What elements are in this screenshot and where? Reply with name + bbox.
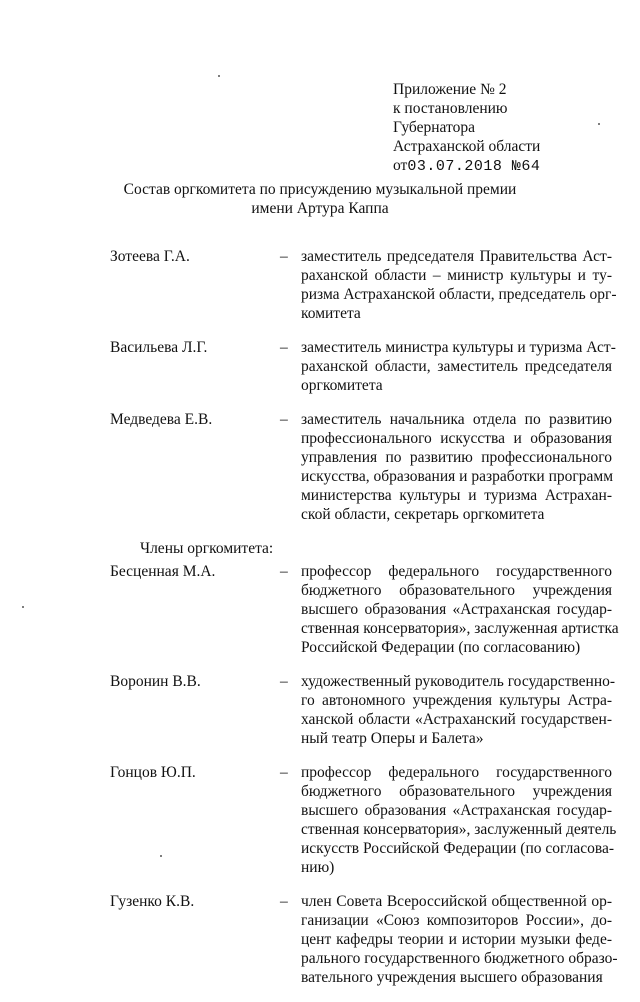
role-line: художественный руководитель государственно- (301, 673, 616, 690)
scan-speck (22, 606, 24, 608)
member-role (301, 562, 619, 657)
role-line: профессионального искусства и образования (301, 430, 612, 447)
list-item (0, 338, 640, 395)
role-line: оргкомитета (301, 377, 383, 394)
members-list (0, 562, 640, 987)
document-title (0, 180, 640, 218)
member-role (301, 672, 616, 748)
role-line: рального государственного бюджетного образо- (301, 950, 618, 967)
committee-list (0, 247, 640, 1002)
role-line: раханской области, заместитель председателя (301, 358, 612, 375)
role-line: ственная консерватория», заслуженный деятель (301, 821, 617, 838)
date-prefix: от (393, 157, 408, 174)
role-line: бюджетного образовательного учреждения (301, 783, 612, 800)
role-line: профессор федерального государственного (301, 764, 612, 781)
role-line: ганизации «Союз композиторов России», до- (301, 912, 612, 929)
role-line: искусств Российской Федерации (по согласова- (301, 840, 614, 857)
role-line: ской области, секретарь оргкомитета (301, 506, 545, 523)
appendix-line-2: к постановлению (393, 100, 508, 117)
dash-separator: – (280, 248, 288, 265)
member-name: Зотеева Г.А. (110, 248, 190, 265)
role-line: ственная консерватория», заслуженная артистка (301, 620, 619, 637)
appendix-line-4: Астраханской области (393, 138, 541, 155)
scan-speck (160, 855, 162, 857)
member-role (301, 892, 618, 987)
member-role (301, 247, 617, 323)
list-item (0, 562, 640, 657)
role-line: искусства, образования и разработки программ (301, 468, 614, 485)
role-line: раханской области – министр культуры и ту- (301, 267, 612, 284)
role-line: член Совета Всероссийской общественной ор- (301, 893, 612, 910)
role-line: вательного учреждения высшего образования (301, 969, 603, 986)
role-line: заместитель председателя Правительства Аст- (301, 248, 612, 265)
role-line: высшего образования «Астраханская государ- (301, 802, 612, 819)
dash-separator: – (280, 673, 288, 690)
list-item (0, 672, 640, 748)
list-item (0, 892, 640, 987)
role-line: бюджетного образовательного учреждения (301, 582, 612, 599)
member-name: Воронин В.В. (110, 673, 201, 690)
title-line-1: Состав оргкомитета по присуждению музыкальной премии (123, 181, 517, 198)
title-line-2: имени Артура Каппа (251, 200, 389, 217)
role-line: высшего образования «Астраханская государ- (301, 601, 612, 618)
dash-separator: – (280, 563, 288, 580)
dash-separator: – (280, 764, 288, 781)
role-line: нию) (301, 859, 335, 876)
role-line: ханской области «Астраханский государствен- (301, 711, 612, 728)
appendix-line-1: Приложение № 2 (393, 81, 507, 98)
role-line: профессор федерального государственного (301, 563, 612, 580)
dash-separator: – (280, 893, 288, 910)
role-line: заместитель начальника отдела по развитию (301, 411, 612, 428)
role-line: ный театр Оперы и Балета» (301, 730, 484, 747)
appendix-date (393, 156, 540, 176)
member-name: Бесценная М.А. (110, 563, 216, 580)
dash-separator: – (280, 339, 288, 356)
appendix-block (393, 80, 540, 176)
role-line: цент кафедры теории и истории музыки феде- (301, 931, 612, 948)
date-stamp: 03.07.2018 №64 (407, 158, 541, 175)
member-role (301, 338, 616, 395)
role-line: министерства культуры и туризма Астрахан- (301, 487, 612, 504)
member-name: Медведева Е.В. (110, 411, 213, 428)
role-line: заместитель министра культуры и туризма Аст- (301, 339, 616, 356)
role-line: ризма Астраханской области, председатель орг- (301, 286, 617, 303)
appendix-line-3: Губернатора (393, 119, 475, 136)
member-name: Гузенко К.В. (110, 893, 195, 910)
member-name: Васильева Л.Г. (110, 339, 208, 356)
list-item (0, 763, 640, 877)
role-line: го автономного учреждения культуры Астра- (301, 692, 612, 709)
role-line: Российской Федерации (по согласованию) (301, 639, 581, 656)
list-item (0, 410, 640, 524)
member-role (301, 763, 617, 877)
member-name: Гонцов Ю.П. (110, 764, 196, 781)
dash-separator: – (280, 411, 288, 428)
members-heading: Члены оргкомитета: (140, 540, 274, 557)
role-line: управления по развитию профессионального (301, 449, 612, 466)
member-role (301, 410, 612, 524)
scan-speck (218, 75, 220, 77)
scan-speck (598, 123, 600, 125)
role-line: комитета (301, 305, 361, 322)
leaders-list (0, 247, 640, 524)
list-item (0, 247, 640, 323)
